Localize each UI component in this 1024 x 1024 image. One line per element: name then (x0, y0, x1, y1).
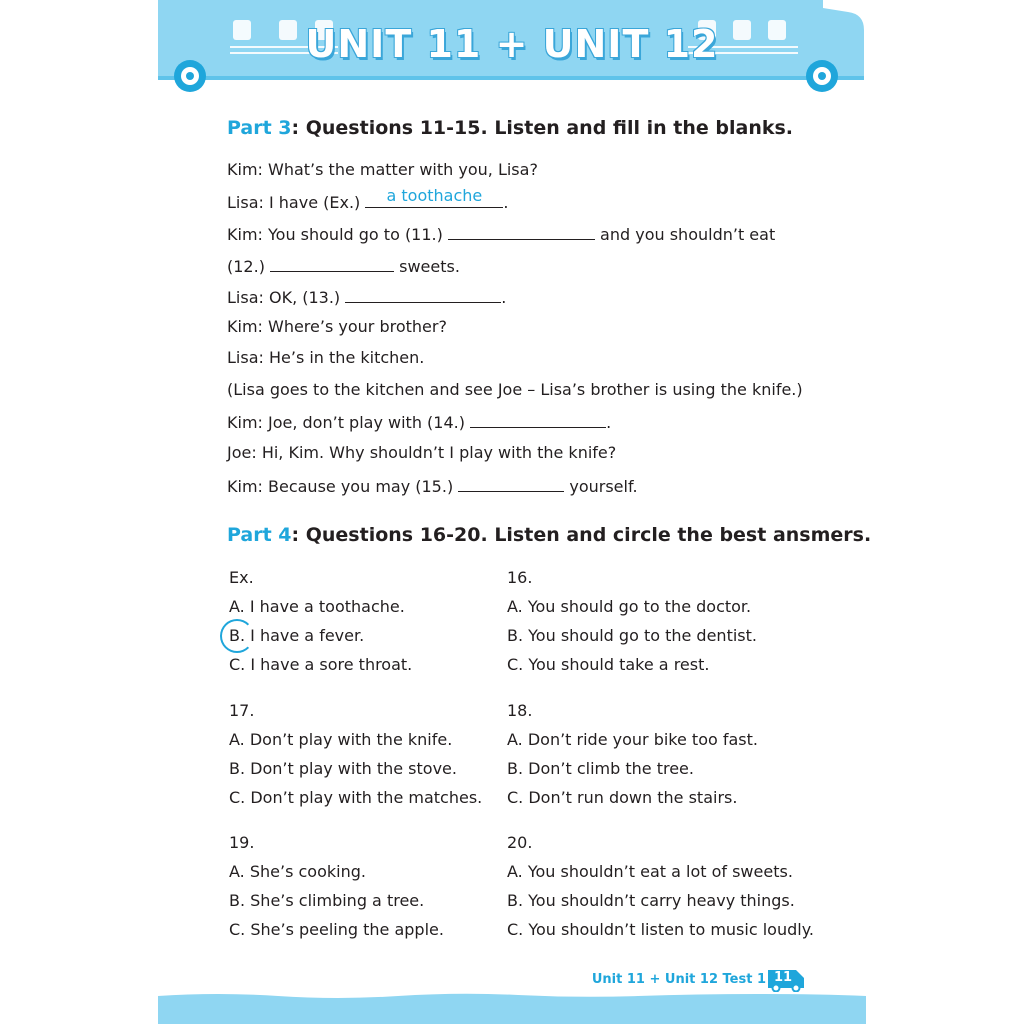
answer-blank-13[interactable] (345, 286, 501, 303)
question-19 (229, 828, 444, 944)
answer-circle-mark (220, 619, 254, 653)
option-b[interactable]: B. You shouldn’t carry heavy things. (507, 891, 795, 910)
unit-banner (158, 0, 866, 90)
dialog-line: Kim: Because you may (15.) yourself. (227, 477, 638, 496)
question-number: 17. (229, 701, 255, 720)
question-18 (507, 696, 758, 812)
question-number: 18. (507, 701, 533, 720)
worksheet-page (158, 0, 872, 1024)
unit-title: UNIT 11 + UNIT 12 (305, 22, 719, 66)
question-number: 20. (507, 833, 533, 852)
dialog-line: Kim: Joe, don’t play with (14.) . (227, 413, 612, 432)
question-example (229, 563, 412, 679)
part4-instructions: : Questions 16-20. Listen and circle the best ansmers. (291, 524, 872, 546)
dialog-line: Lisa: I have (Ex.) a toothache . (227, 186, 509, 212)
dialog-line: Lisa: He’s in the kitchen. (227, 348, 425, 367)
option-b[interactable]: B. Don’t play with the stove. (229, 759, 457, 778)
answer-blank-15[interactable] (458, 475, 564, 492)
part4-label: Part 4 (227, 524, 292, 546)
dialog-line: Kim: What’s the matter with you, Lisa? (227, 160, 538, 179)
question-20 (507, 828, 814, 944)
example-blank (365, 186, 503, 208)
page-number: 11 (773, 970, 793, 985)
option-a[interactable]: A. You should go to the doctor. (507, 597, 752, 616)
option-a[interactable]: A. Don’t ride your bike too fast. (507, 730, 758, 749)
answer-blank-14[interactable] (470, 411, 606, 428)
option-b[interactable]: B. She’s climbing a tree. (229, 891, 425, 910)
answer-blank-12[interactable] (270, 255, 394, 272)
option-c[interactable]: C. I have a sore throat. (229, 655, 413, 674)
dialog-line: (Lisa goes to the kitchen and see Joe – Lisa’s brother is using the knife.) (227, 380, 803, 399)
option-a[interactable]: A. You shouldn’t eat a lot of sweets. (507, 862, 793, 881)
option-a[interactable]: A. I have a toothache. (229, 597, 405, 616)
footer-label: Unit 11 + Unit 12 Test 1 (591, 972, 766, 987)
part4-heading (227, 524, 871, 546)
option-c[interactable]: C. Don’t play with the matches. (229, 788, 483, 807)
answer-blank-11[interactable] (448, 223, 595, 240)
option-b[interactable]: B. I have a fever. (229, 626, 365, 645)
dialog-line: (12.) sweets. (227, 257, 460, 276)
question-16 (507, 563, 757, 679)
part3-heading (227, 117, 793, 139)
option-b[interactable]: B. You should go to the dentist. (507, 626, 757, 645)
page-number-badge (768, 968, 806, 990)
part3-label: Part 3 (227, 117, 292, 139)
question-number: Ex. (229, 568, 254, 587)
dialog-line: Lisa: OK, (13.) . (227, 288, 507, 307)
dialog-line: Kim: You should go to (11.) and you shouldn’t eat (227, 225, 776, 244)
question-17 (229, 696, 482, 812)
option-c[interactable]: C. You should take a rest. (507, 655, 710, 674)
option-a[interactable]: A. She’s cooking. (229, 862, 366, 881)
dialog-line: Joe: Hi, Kim. Why shouldn’t I play with the knife? (227, 443, 617, 462)
option-c[interactable]: C. You shouldn’t listen to music loudly. (507, 920, 814, 939)
question-number: 19. (229, 833, 255, 852)
option-b[interactable]: B. Don’t climb the tree. (507, 759, 694, 778)
option-c[interactable]: C. She’s peeling the apple. (229, 920, 444, 939)
example-answer: a toothache (386, 186, 483, 205)
option-a[interactable]: A. Don’t play with the knife. (229, 730, 453, 749)
question-number: 16. (507, 568, 533, 587)
footer-wave (158, 990, 866, 1024)
dialog-line: Kim: Where’s your brother? (227, 317, 447, 336)
option-c[interactable]: C. Don’t run down the stairs. (507, 788, 738, 807)
part3-instructions: : Questions 11-15. Listen and fill in the blanks. (291, 117, 794, 139)
